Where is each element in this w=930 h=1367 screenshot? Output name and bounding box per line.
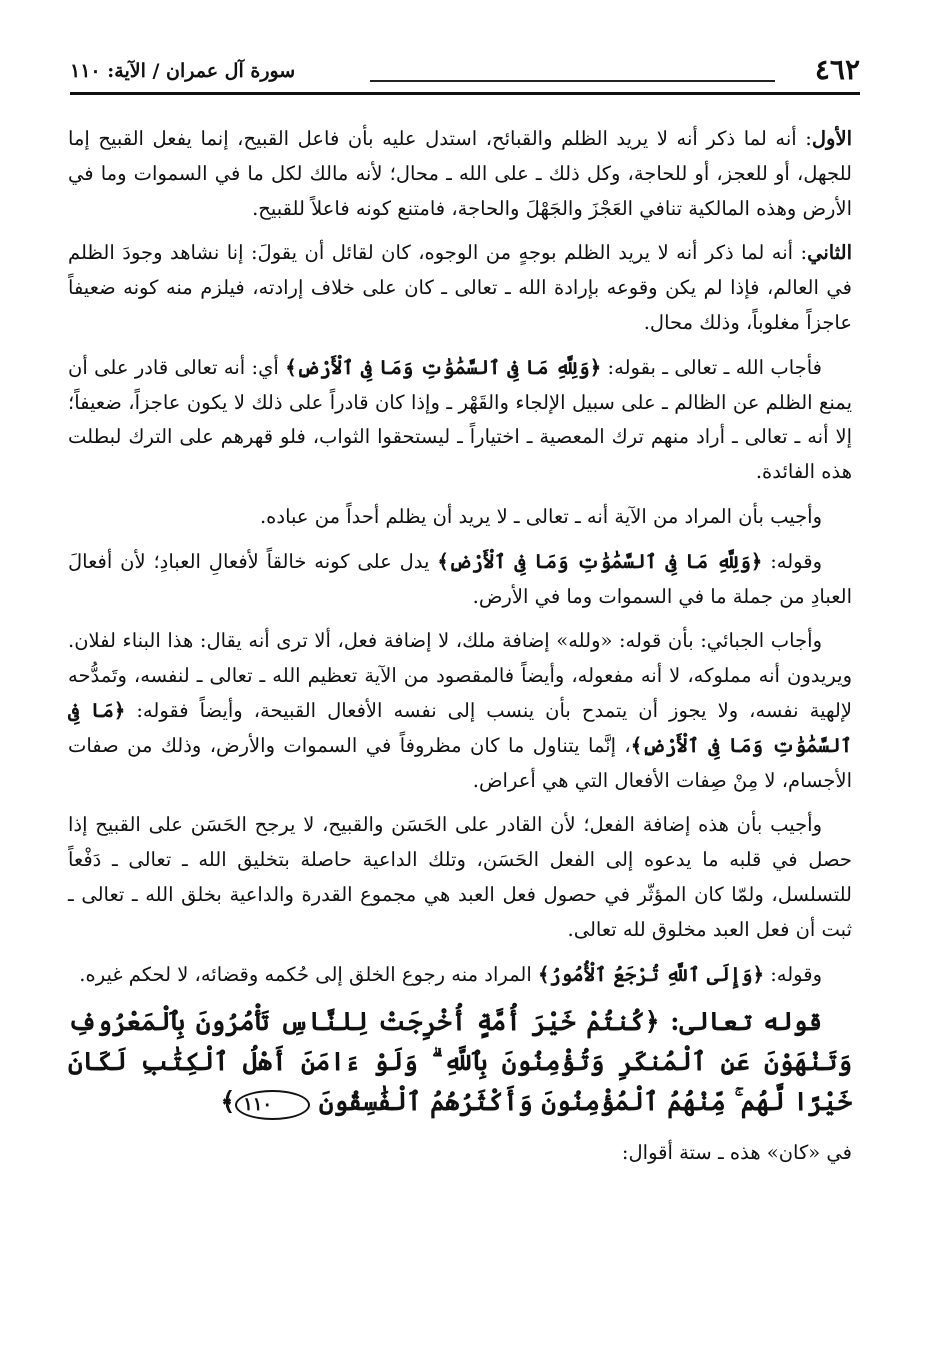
paragraph-jubbai	[68, 624, 852, 798]
running-title: سورة آل عمران / الآية: ١١٠	[70, 60, 296, 82]
paragraph-text: المراد منه رجوع الخلق إلى حُكمه وقضائه، لا لحكم غيره.	[79, 962, 538, 986]
paragraph-lead: الثاني	[807, 241, 852, 265]
paragraph-second	[68, 236, 852, 340]
paragraph-text: وأجيب بأن هذه إضافة الفعل؛ لأن القادر على الحَسَن والقبيح، لا يرجح الحَسَن على القبيح إذا حصل في قلبه ما يدعوه إلى الفعل الحَسَن، وتلك الداعية حاصلة بتخليق الله ـ تعالى ـ دَفْعاً للتسلسل، ولمّا كان المؤثّر في حصول فعل العبد هي مجموع القدرة والداعية بخلق الله ـ تعالى ـ ثبت أن فعل العبد مخلوق لله تعالى.	[68, 813, 852, 941]
page-header	[70, 52, 860, 92]
verse-intro: قوله تعالى:	[659, 1007, 822, 1037]
header-dash-line	[370, 80, 775, 82]
quran-quote: ﴿مَا فِى ٱلسَّمَٰوَٰتِ وَمَا فِى ٱلْأَرْضِ﴾	[68, 698, 852, 757]
quran-quote: ﴿وَلِلَّهِ مَا فِى ٱلسَّمَٰوَٰتِ وَمَا فِى ٱلْأَرْضِ﴾	[285, 355, 602, 379]
paragraph-first	[68, 122, 852, 226]
verse-number: ١١٠	[235, 1090, 310, 1120]
paragraph-answer	[68, 351, 852, 490]
quran-quote: ﴿وَلِلَّهِ مَا فِى ٱلسَّمَٰوَٰتِ وَمَا فِى ٱلْأَرْضِ﴾	[437, 549, 763, 573]
paragraph-text: وأجيب بأن المراد من الآية أنه ـ تعالى ـ لا يريد أن يظلم أحداً من عباده.	[259, 504, 822, 528]
closing-line: في «كان» هذه ـ ستة أقوال:	[621, 1141, 852, 1165]
verse-close: ﴾	[220, 1087, 236, 1117]
paragraph-text: أي: أنه تعالى قادر على أن يمنع الظلم عن الظالم ـ على سبيل الإلجاء والقَهْر ـ وإذا كان قادراً على ذلك لا يكون عاجزاً، ضعيفاً؛ إلا أنه ـ تعالى ـ أراد منهم ترك المعصية ـ اختياراً ـ ليستحقوا الثواب، فلو قهرهم على الترك لبطلت هذه الفائدة.	[68, 355, 852, 484]
paragraph-text: ، إنَّما يتناول ما كان مظروفاً في السموات والأرض، وذلك من صفات الأجسام، لا مِنْ صِفات الأفعال التي هي أعراض.	[68, 733, 852, 792]
paragraph-reply	[68, 500, 852, 535]
paragraph-text: : أنه لما ذكر أنه لا يريد الظلم بوجهٍ من الوجوه، كان لقائل أن يقولَ: إنا نشاهد وجودَ الظلم في العالم، فإذا لم يكن وقوعه بإرادة الله ـ تعالى ـ كان على خلاف إرادته، فيلزم منه كونه ضعيفاً عاجزاً مغلوباً، وذلك محال.	[68, 241, 852, 334]
paragraph-text: وقوله:	[764, 962, 822, 986]
paragraph-text: يدل على كونه خالقاً لأفعالِ العبادِ؛ لأن أفعالَ العبادِ من جملة ما في السموات وما في الأرض.	[68, 549, 852, 608]
quran-quote: ﴿وَإِلَى ٱللَّهِ تُرْجَعُ ٱلْأُمُورُ﴾	[537, 962, 765, 986]
paragraph-rebuttal	[68, 808, 852, 947]
paragraph-text: وقوله:	[762, 549, 822, 573]
body-text	[68, 122, 852, 1171]
paragraph-saying	[68, 545, 852, 615]
paragraph-return	[68, 958, 852, 993]
paragraph-text: وأجاب الجبائي: بأن قوله: «ولله» إضافة ملك، لا إضافة فعل، ألا ترى أنه يقال: هذا البناء لفلان. ويريدون أنه مملوكه، لا أنه مفعوله، وأيضاً فالمقصود من الآية تعظيم الله ـ تعالى ـ لنفسه، وتَمدُّحه لإلهية نفسه، ولا يجوز أن يتمدح بأن ينسب إلى نفسه الأفعال القبيحة، وأيضاً فقوله:	[68, 629, 852, 722]
page-number: ٤٦٢	[814, 53, 860, 86]
paragraph-lead: الأول	[811, 127, 852, 150]
paragraph-text: فأجاب الله ـ تعالى ـ بقوله:	[601, 355, 822, 379]
header-rule	[70, 92, 860, 95]
verse-block	[68, 1002, 852, 1122]
verse-text: ﴿كُنتُمْ خَيْرَ أُمَّةٍ أُخْرِجَتْ لِلنَّاسِ تَأْمُرُونَ بِٱلْمَعْرُوفِ وَتَنْهَوْنَ عَنِ ٱلْمُنكَرِ وَتُؤْمِنُونَ بِٱللَّهِ ۗ وَلَوْ ءَامَنَ أَهْلُ ٱلْكِتَٰبِ لَكَانَ خَيْرًا لَّهُم ۚ مِّنْهُمُ ٱلْمُؤْمِنُونَ وَأَكْثَرُهُمُ ٱلْفَٰسِقُونَ	[68, 1007, 852, 1117]
paragraph-text: : أنه لما ذكر أنه لا يريد الظلم والقبائح، استدل عليه بأن فاعل القبيح، إنما يفعل القبيح إما للجهل، أو للعجز، أو للحاجة، وكل ذلك ـ على الله ـ محال؛ لأنه مالك لكل ما في السموات وما في الأرض وهذه المالكية تنافي العَجْزَ والجَهْلَ والحاجة، فامتنع كونه فاعلاً للقبيح.	[68, 127, 852, 220]
